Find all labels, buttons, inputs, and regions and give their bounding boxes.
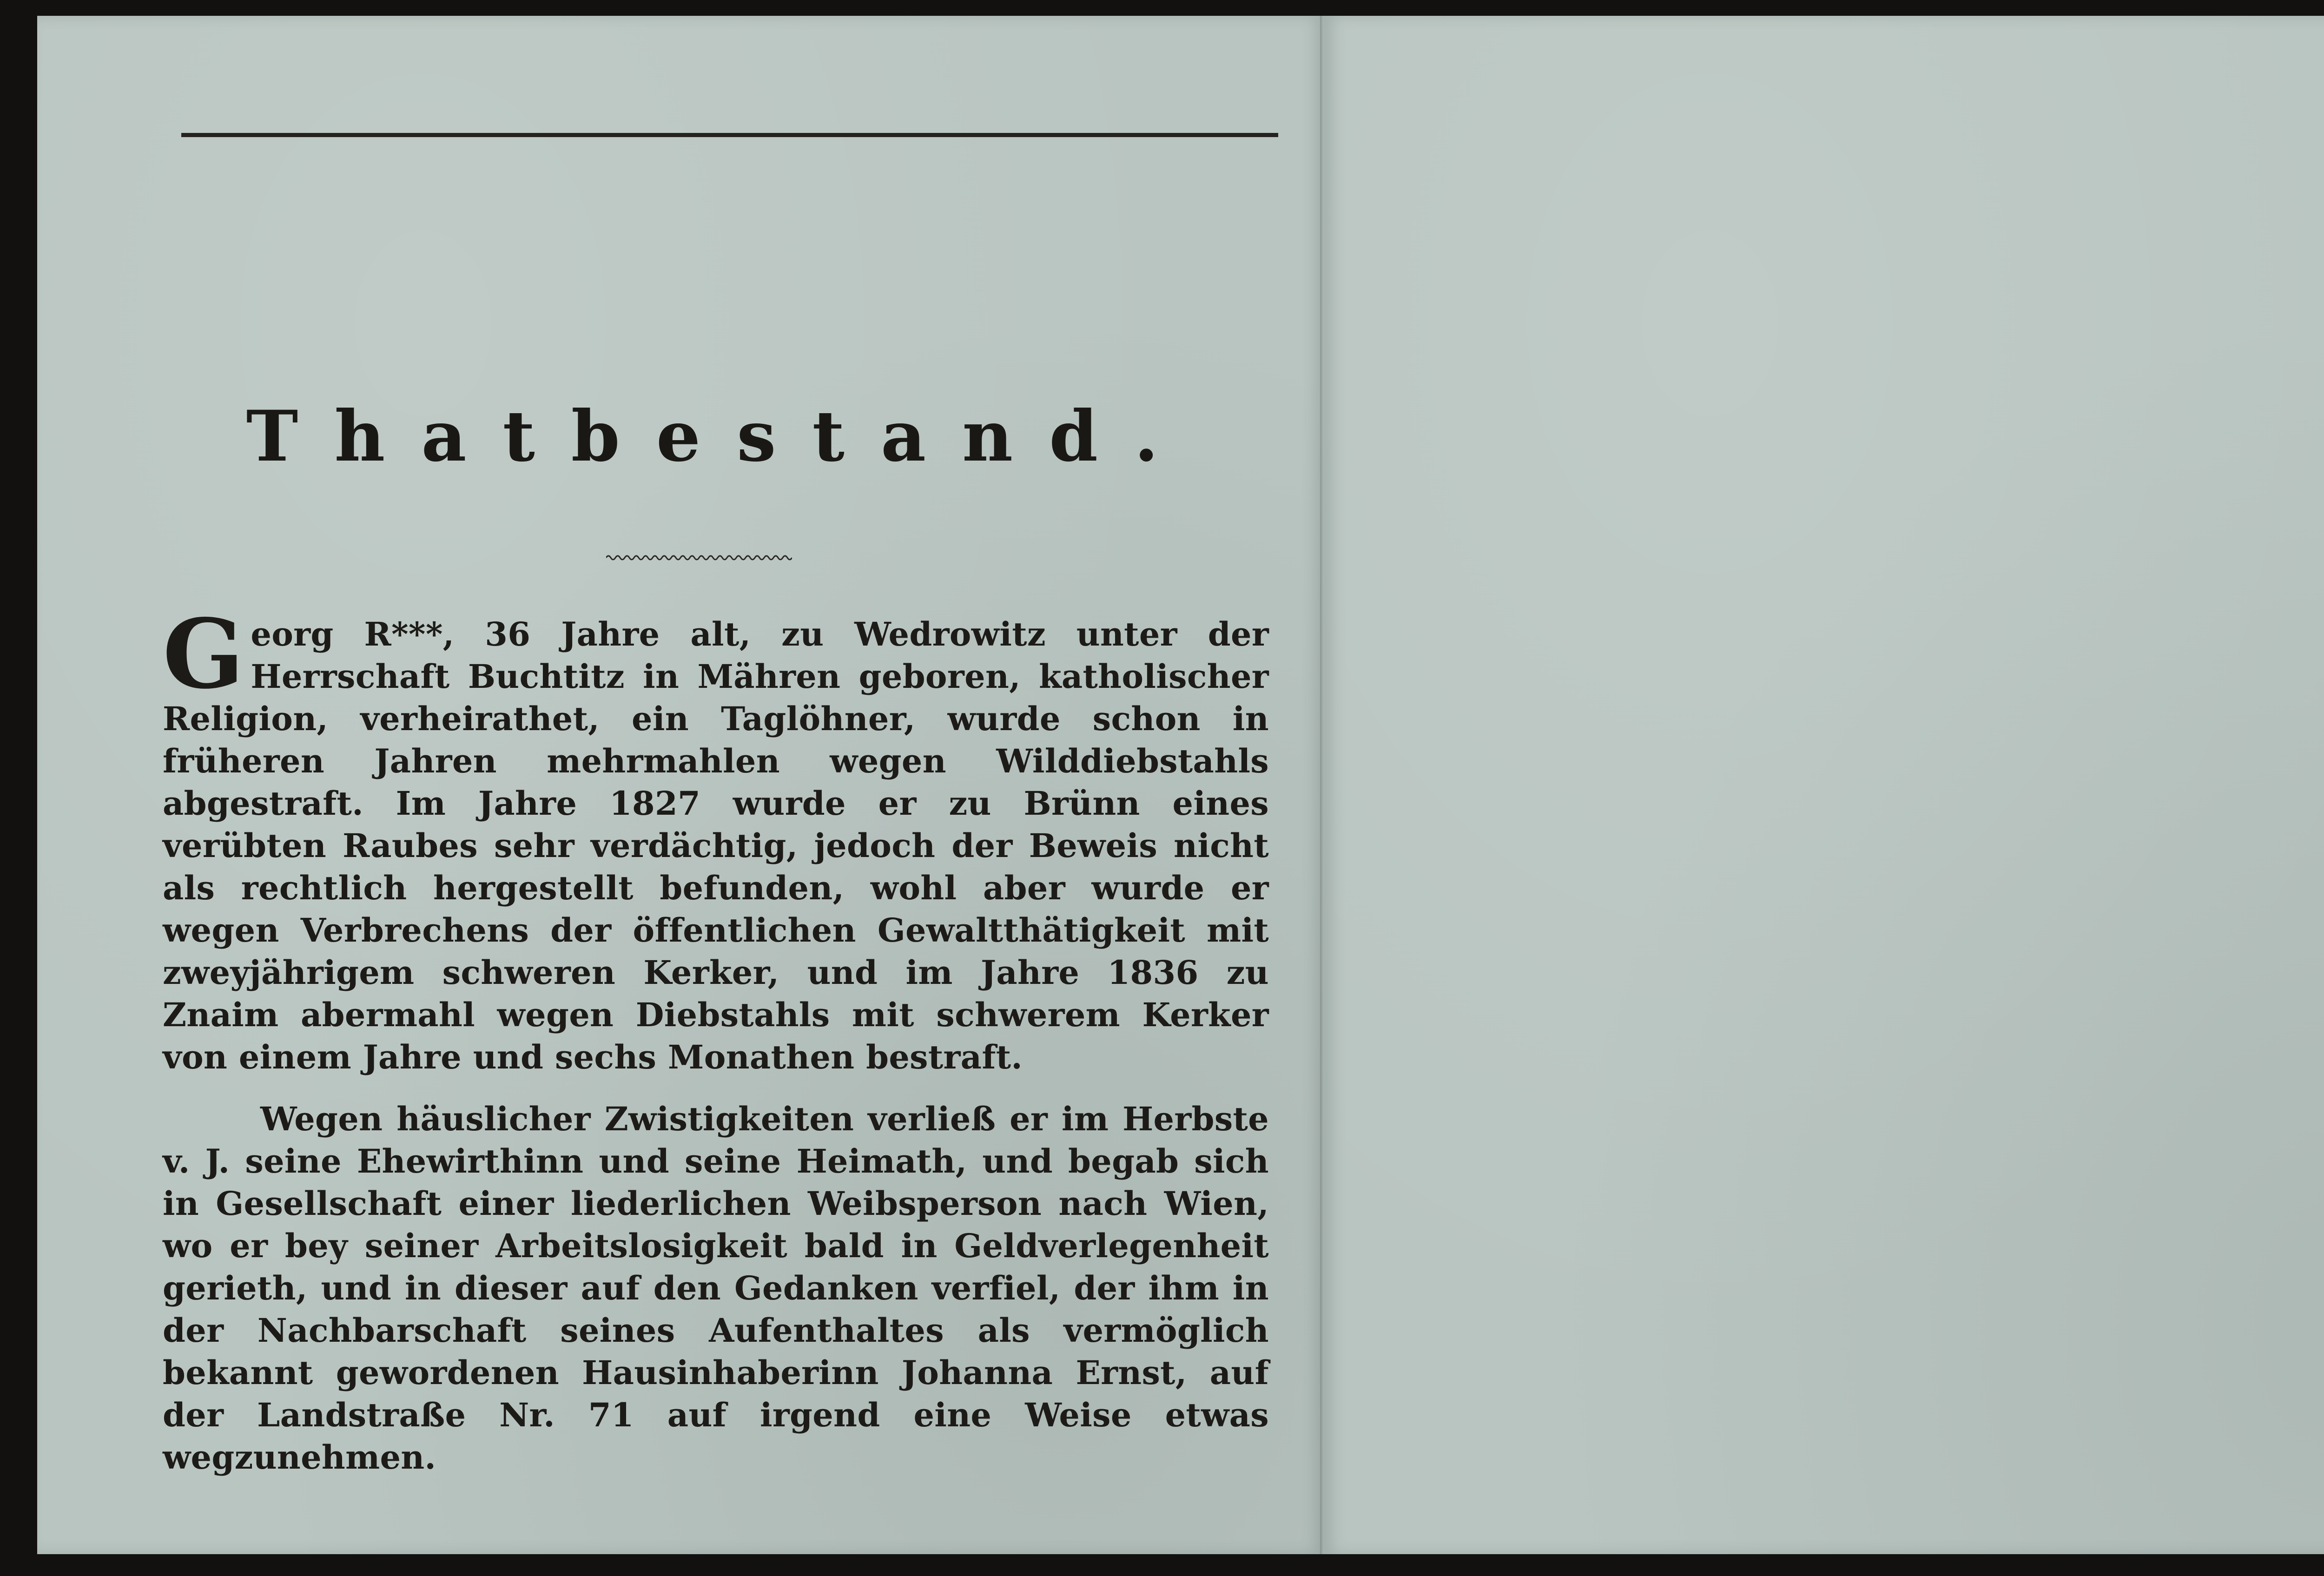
paragraph-2: Wegen häuslicher Zwistigkeiten verließ er im Herbste v. J. seine Ehewirthinn und seine Heimath, und begab sich in Gesellschaft einer liederlichen Weibsperson nach Wien, wo er bey seiner Arbeitslosigkeit bald in Geldverlegenheit gerieth, und in dieser auf den Gedanken verfiel, der ihm in der Nachbarschaft seines Aufenthaltes als vermöglich bekannt gewordenen Hausinhaberinn Johanna Ernst, auf der Landstraße Nr. 71 auf irgend eine Weise etwas wegzunehmen. [163,1100,1269,1477]
paragraph-1-text: eorg R***, 36 Jahre alt, zu Wedrowitz unter der Herrschaft Buchtitz in Mähren geboren, katholischer Religion, verheirathet, ein Taglöhner, wurde schon in früheren Jahren mehrmahlen wegen Wilddiebstahls abgestraft. Im Jahre 1827 wurde er zu Brünn eines verübten Raubes sehr verdächtig, jedoch der Beweis nicht als rechtlich hergestellt befunden, wohl aber wurde er wegen Verbrechens der öffentlichen Gewaltthätigkeit mit zweyjährigem schweren Kerker, und im Jahre 1836 zu Znaim abermahl wegen Diebstahls mit schwerem Kerker von einem Jahre und sechs Monathen bestraft. [163,615,1269,1076]
ornamental-divider [606,553,792,562]
top-rule [181,133,1278,137]
left-page [37,16,1324,1554]
page-title: Thatbestand. [246,396,1195,477]
drop-cap-initial: G [163,599,244,710]
right-page [1324,16,2324,1554]
paragraph-1 [163,599,1269,1078]
left-text-column [163,599,1269,1478]
